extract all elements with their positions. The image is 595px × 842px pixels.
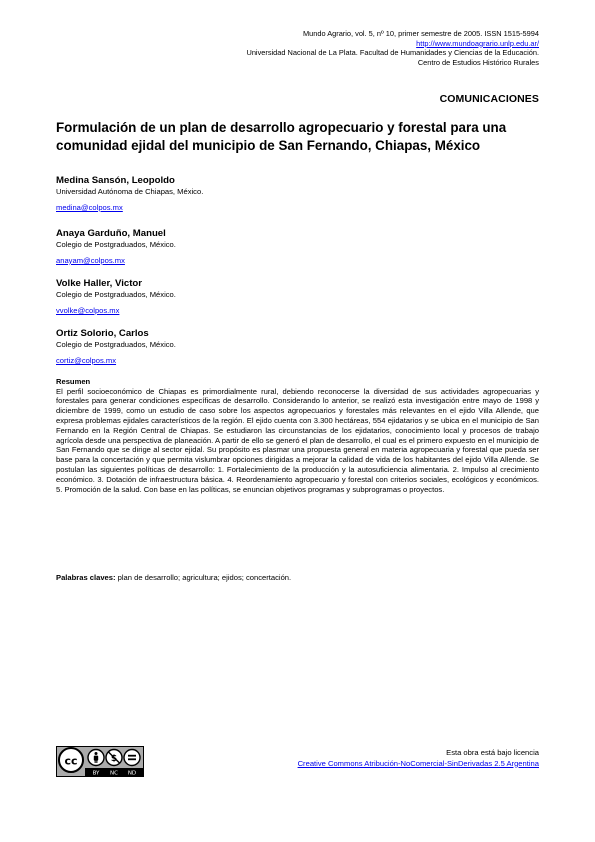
- abstract-section: [56, 377, 539, 494]
- research-center-line: Centro de Estudios Histórico Rurales: [417, 57, 539, 67]
- author-block: [56, 175, 356, 215]
- institution-line: Universidad Nacional de La Plata. Facultad de Humanidades y Ciencias de la Educación.: [246, 48, 539, 58]
- author-email-link[interactable]: vvolke@colpos.mx: [56, 306, 120, 315]
- attribution-icon: [88, 750, 104, 766]
- author-affiliation: Colegio de Postgraduados, México.: [56, 290, 176, 299]
- author-name: Ortiz Solorio, Carlos: [56, 328, 149, 339]
- author-affiliation: Colegio de Postgraduados, México.: [56, 340, 176, 349]
- author-block: [56, 328, 356, 368]
- author-email-link[interactable]: cortiz@colpos.mx: [56, 356, 117, 365]
- license-line: Esta obra está bajo licencia: [446, 748, 539, 757]
- svg-text:$: $: [110, 754, 118, 764]
- cc-badge-text: cc: [64, 754, 78, 768]
- section-label: COMUNICACIONES: [439, 93, 539, 105]
- journal-url-link[interactable]: http://www.mundoagrario.unlp.edu.ar/: [416, 38, 539, 48]
- abstract-body: El perfil socioeconómico de Chiapas es primordialmente rural, debiendo reconocerse la diversidad de sus actividades agropecuarias y forestales para generar condiciones específicas de desarrollo. Considerando lo anterior, se realizó esta investigación entre mayo de 1998 y diciembre de 1999, como un estudio de caso sobre los aspectos agropecuarios y forestales más relevantes en el ejido Villa Allende, que expresa problemas ejidales característicos de la región. El ejido cuenta con 3.300 hectáreas, 554 ejidatarios y se ubica en el municipio de San Fernando en la Región Central de Chiapas. Se estudiaron las circunstancias de los ejidatarios, conocimiento local y procesos de trabajo agrícola desde una perspectiva de planeación. A partir de ello se generó el plan de desarrollo, el cual es el primero expuesto en el municipio de San Fernando que se dirige al sector ejidal. Su propósito es plasmar una propuesta general en materia agropecuaria y forestal que pueda ser base para la concertación y que permita vislumbrar opciones dirigidas a mejorar la calidad de vida de los habitantes del ejido Villa Allende. Se postulan las siguientes políticas de desarrollo: 1. Fortalecimiento de la producción y la autosuficiencia alimentaria. 2. Impulso al crecimiento económico. 3. Dotación de infraestructura básica. 4. Reordenamiento agropecuario y forestal con criterios sociales, ecológicos y económicos. 5. Promoción de la salud. Con base en las políticas, se enuncian objetivos programas y subprogramas o proyectos.: [56, 386, 539, 494]
- author-affiliation: Colegio de Postgraduados, México.: [56, 240, 176, 249]
- author-email-link[interactable]: medina@colpos.mx: [56, 203, 123, 212]
- journal-header: [119, 29, 539, 67]
- author-affiliation: Universidad Autónoma de Chiapas, México.: [56, 187, 204, 196]
- author-name: Volke Haller, Victor: [56, 278, 143, 289]
- journal-citation: Mundo Agrario, vol. 5, nº 10, primer semestre de 2005. ISSN 1515-5994: [302, 29, 539, 38]
- keywords-text: plan de desarrollo; agricultura; ejidos; concertación.: [115, 573, 292, 582]
- badge-tag-nd: ND: [127, 770, 137, 777]
- author-block: [56, 278, 356, 318]
- author-email-link[interactable]: anayam@colpos.mx: [56, 256, 125, 265]
- keywords: [56, 573, 539, 583]
- keywords-label: Palabras claves:: [56, 573, 116, 582]
- license-notice: [298, 748, 539, 769]
- license-link[interactable]: Creative Commons Atribución-NoComercial-SinDerivadas 2.5 Argentina: [297, 758, 539, 768]
- badge-tag-nc: NC: [110, 770, 118, 777]
- creative-commons-badge[interactable]: [56, 746, 144, 777]
- noncommercial-icon: [106, 750, 122, 766]
- author-name: Anaya Garduño, Manuel: [56, 228, 166, 239]
- cc-license-icon: [56, 746, 144, 777]
- abstract-heading: Resumen: [56, 377, 91, 386]
- author-name: Medina Sansón, Leopoldo: [56, 175, 175, 186]
- noderivatives-icon: [124, 750, 140, 766]
- author-block: [56, 228, 356, 268]
- article-title: Formulación de un plan de desarrollo agropecuario y forestal para una comunidad ejidal del municipio de San Fernando, Chiapas, México: [56, 120, 507, 153]
- badge-tag-by: BY: [92, 770, 100, 777]
